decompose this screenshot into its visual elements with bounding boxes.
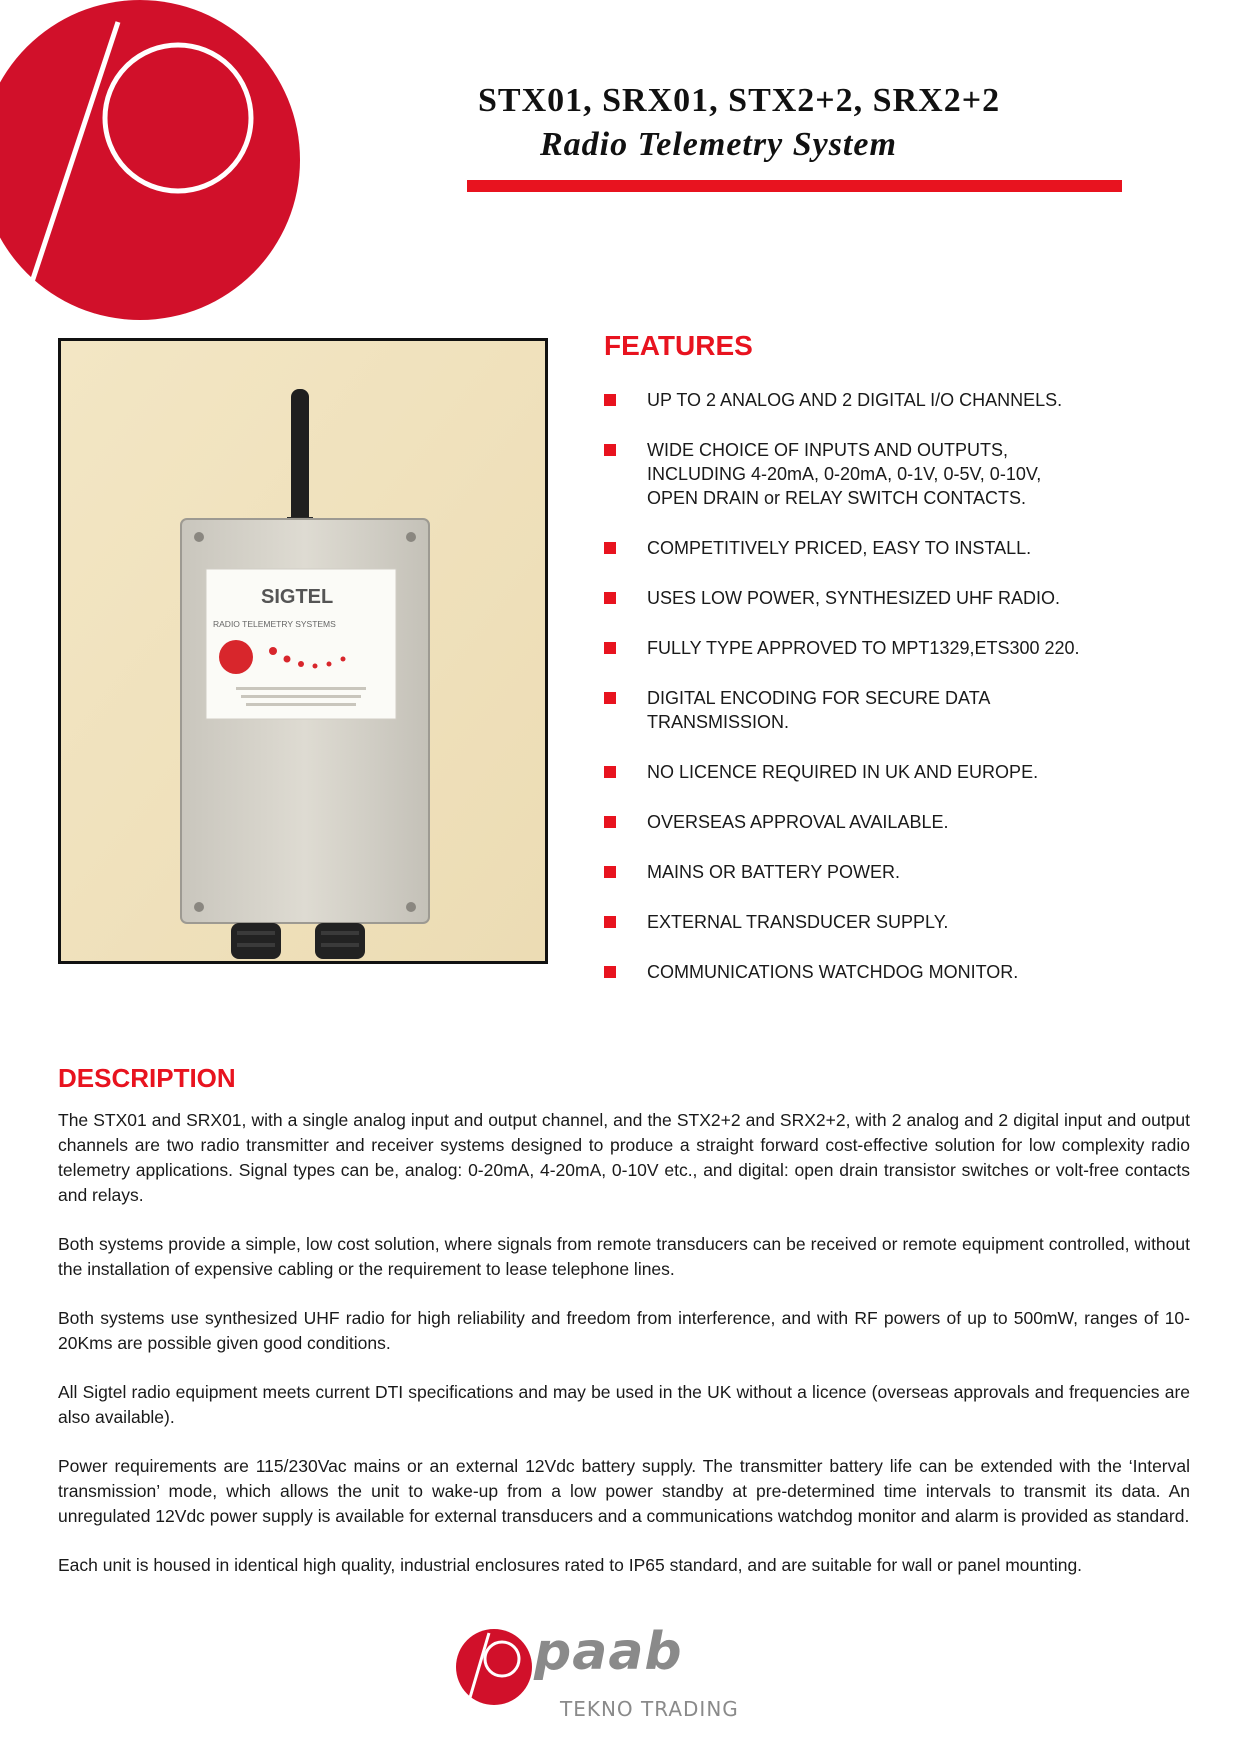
bullet-square-icon [604, 692, 616, 704]
description-paragraph: All Sigtel radio equipment meets current DTI specifications and may be used in the UK without a licence (overseas approvals and frequencies are also available). [58, 1382, 1190, 1427]
corner-logo [0, 0, 300, 320]
description-paragraph: Both systems provide a simple, low cost solution, where signals from remote transducers can be received or remote equipment controlled, without the installation of expensive cabling or the requirement to lease telephone lines. [58, 1234, 1190, 1279]
bullet-square-icon [604, 592, 616, 604]
list-item: EXTERNAL TRANSDUCER SUPPLY. [604, 910, 1204, 934]
features-list [604, 388, 1204, 984]
list-item: OVERSEAS APPROVAL AVAILABLE. [604, 810, 1204, 834]
list-item: UP TO 2 ANALOG AND 2 DIGITAL I/O CHANNELS. [604, 388, 1204, 412]
product-photo [58, 338, 548, 964]
footer-tagline: TEKNO TRADING [560, 1697, 739, 1721]
bullet-square-icon [604, 966, 616, 978]
title-rule [467, 180, 1122, 192]
description-paragraph: The STX01 and SRX01, with a single analog input and output channel, and the STX2+2 and SRX2+2, with 2 analog and 2 digital input and output channels are two radio transmitter and receiver systems designed to produce a straight forward cost-effective solution for low complexity radio telemetry applications. Signal types can be, analog: 0-20mA, 4-20mA, 0-10V etc., and digital: open drain transistor switches or volt-free contacts and relays. [58, 1110, 1190, 1205]
document-title: STX01, SRX01, STX2+2, SRX2+2 [478, 82, 1001, 119]
list-item: NO LICENCE REQUIRED IN UK AND EUROPE. [604, 760, 1204, 784]
bullet-square-icon [604, 766, 616, 778]
list-item: MAINS OR BATTERY POWER. [604, 860, 1204, 884]
bullet-square-icon [604, 642, 616, 654]
description-paragraph: Power requirements are 115/230Vac mains or an external 12Vdc battery supply. The transmitter battery life can be extended with the ‘Interval transmission’ mode, which allows the unit to wake-up from a low power standby at pre-determined time intervals to transmit its data. An unregulated 12Vdc power supply is available for external transducers and a communications watchdog monitor and alarm is provided as standard. [58, 1456, 1190, 1526]
device-label-brand: SIGTEL [261, 586, 334, 608]
bullet-square-icon [604, 394, 616, 406]
device-illustration [61, 341, 545, 961]
bullet-square-icon [604, 816, 616, 828]
list-item: DIGITAL ENCODING FOR SECURE DATA TRANSMISSION. [604, 686, 1204, 734]
list-item: WIDE CHOICE OF INPUTS AND OUTPUTS, INCLUDING 4-20mA, 0-20mA, 0-1V, 0-5V, 0-10V, OPEN DRAIN or RELAY SWITCH CONTACTS. [604, 438, 1204, 510]
bullet-square-icon [604, 444, 616, 456]
description-paragraph: Both systems use synthesized UHF radio for high reliability and freedom from interference, and with RF powers of up to 500mW, ranges of 10-20Kms are possible given good conditions. [58, 1308, 1190, 1353]
list-item: COMPETITIVELY PRICED, EASY TO INSTALL. [604, 536, 1204, 560]
description-paragraph: Each unit is housed in identical high quality, industrial enclosures rated to IP65 standard, and are suitable for wall or panel mounting. [58, 1555, 1083, 1575]
device-label-text: RADIO TELEMETRY SYSTEMS [213, 619, 336, 629]
document-subtitle: Radio Telemetry System [540, 126, 897, 163]
list-item: FULLY TYPE APPROVED TO MPT1329,ETS300 220. [604, 636, 1204, 660]
bullet-square-icon [604, 542, 616, 554]
list-item: USES LOW POWER, SYNTHESIZED UHF RADIO. [604, 586, 1204, 610]
antenna-icon [291, 389, 309, 527]
bullet-square-icon [604, 866, 616, 878]
description-heading: DESCRIPTION [58, 1063, 236, 1093]
description-section [58, 1063, 1190, 1602]
features-section [604, 330, 1204, 1010]
bullet-square-icon [604, 916, 616, 928]
list-item: COMMUNICATIONS WATCHDOG MONITOR. [604, 960, 1204, 984]
footer-brand: paab [534, 1622, 683, 1682]
features-heading: FEATURES [604, 330, 753, 361]
